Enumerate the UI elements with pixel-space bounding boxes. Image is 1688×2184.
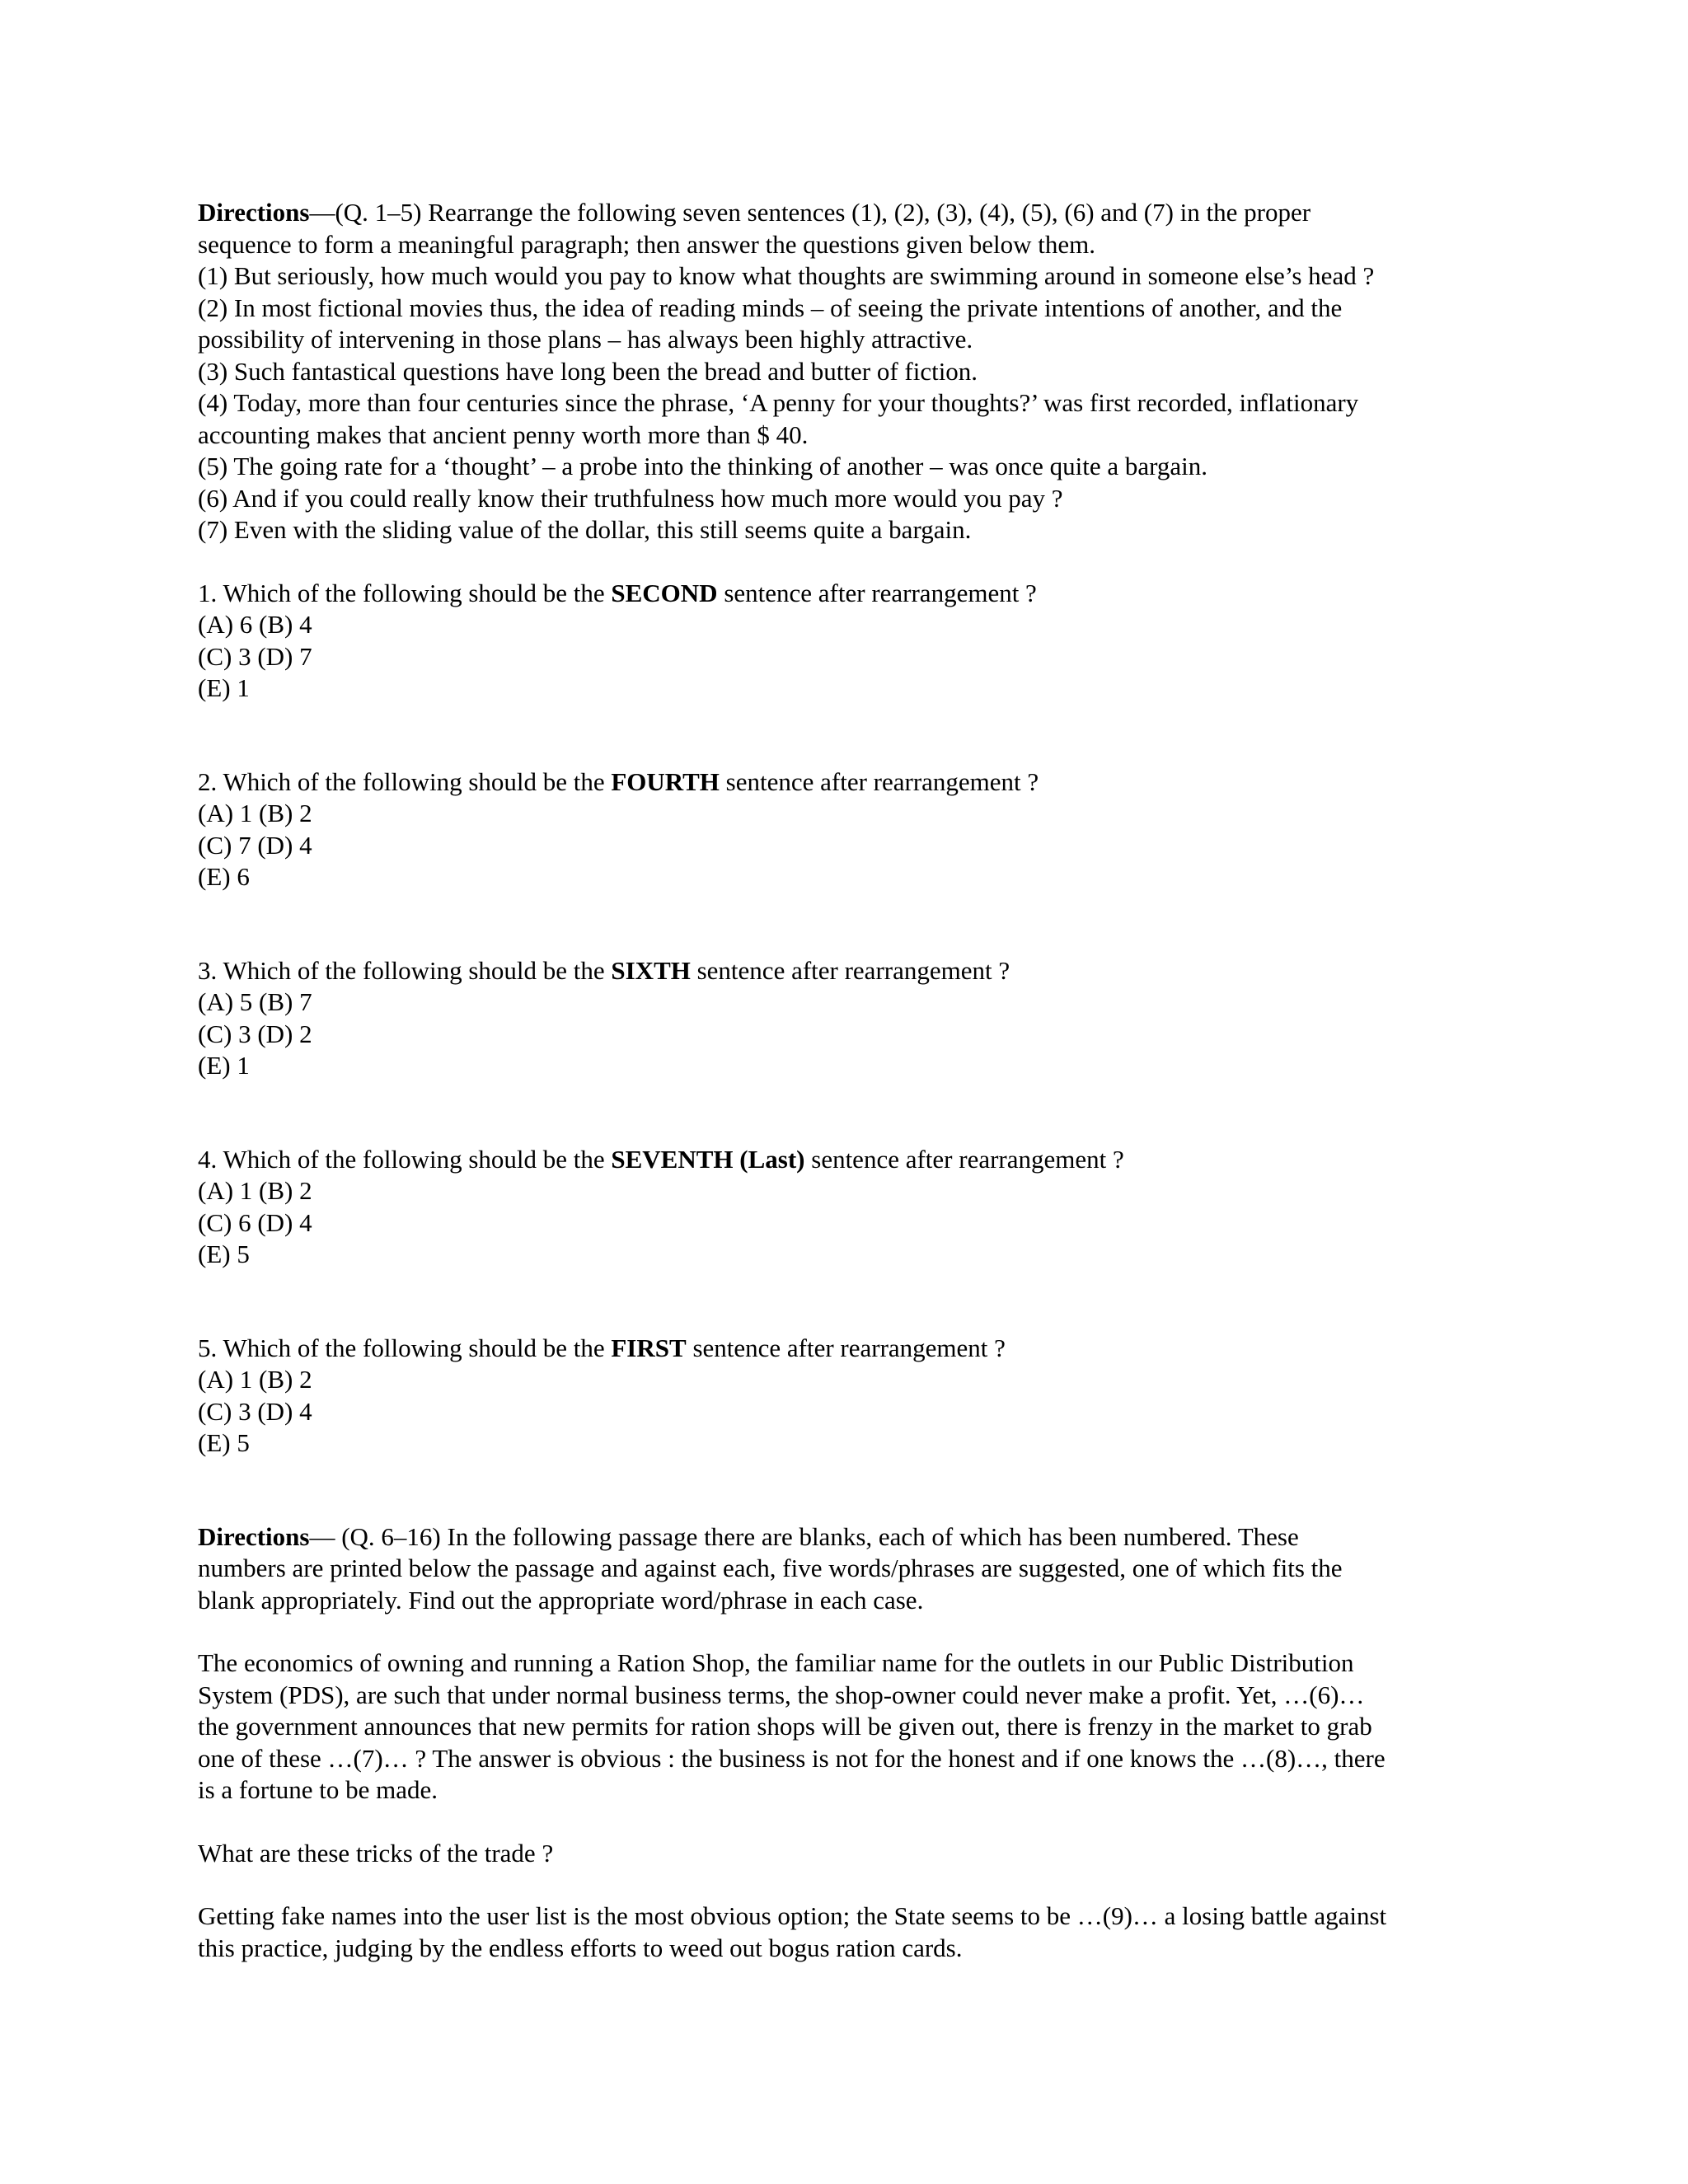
answer-options: (E) 5 [198, 1428, 250, 1457]
sentence-line: (1) But seriously, how much would you pay to know what thoughts are swimming around in someone else’s head ? [198, 261, 1375, 290]
question-3 [198, 955, 1508, 1082]
answer-options: (E) 1 [198, 1051, 250, 1080]
passage-line: is a fortune to be made. [198, 1775, 438, 1804]
question-text: 2. Which of the following should be the FOURTH sentence after rearrangement ? [198, 766, 1039, 796]
sentence-line: (4) Today, more than four centuries since the phrase, ‘A penny for your thoughts?’ was first recorded, inflationary [198, 388, 1359, 417]
directions-line: Directions—(Q. 1–5) Rearrange the following seven sentences (1), (2), (3), (4), (5), (6) and (7) in the proper [198, 198, 1311, 227]
question-keyword: FIRST [611, 1333, 687, 1362]
answer-options: (C) 3 (D) 4 [198, 1396, 312, 1426]
sentence-line: (7) Even with the sliding value of the dollar, this still seems quite a bargain. [198, 515, 972, 544]
passage-line: The economics of owning and running a Ration Shop, the familiar name for the outlets in our Public Distribution [198, 1648, 1354, 1677]
directions-line: numbers are printed below the passage and against each, five words/phrases are suggested, one of which fits the [198, 1554, 1343, 1582]
answer-options: (C) 7 (D) 4 [198, 830, 312, 860]
question-keyword: SECOND [611, 578, 718, 607]
directions-label: Directions [198, 1521, 310, 1551]
answer-options: (C) 3 (D) 7 [198, 641, 312, 671]
question-text: 3. Which of the following should be the SIXTH sentence after rearrangement ? [198, 955, 1010, 985]
document-page [198, 197, 1508, 1964]
question-keyword: SEVENTH (Last) [611, 1144, 805, 1174]
passage-line: this practice, judging by the endless efforts to weed out bogus ration cards. [198, 1933, 963, 1962]
answer-options: (E) 1 [198, 673, 250, 702]
sentence-line: (2) In most fictional movies thus, the idea of reading minds – of seeing the private intentions of another, and the [198, 293, 1343, 322]
sentence-line: accounting makes that ancient penny worth more than $ 40. [198, 419, 809, 449]
directions-line: blank appropriately. Find out the appropriate word/phrase in each case. [198, 1585, 924, 1615]
sentence-line: possibility of intervening in those plans – has always been highly attractive. [198, 325, 973, 354]
question-text: 4. Which of the following should be the SEVENTH (Last) sentence after rearrangement ? [198, 1144, 1124, 1174]
answer-options: (C) 6 (D) 4 [198, 1207, 312, 1237]
passage-paragraph [198, 1838, 1508, 1870]
section2-directions [198, 1521, 1508, 1617]
question-4 [198, 1144, 1508, 1271]
answer-options: (C) 3 (D) 2 [198, 1019, 312, 1048]
answer-options: (E) 6 [198, 862, 250, 891]
directions-line: sequence to form a meaningful paragraph; then answer the questions given below them. [198, 229, 1095, 259]
answer-options: (A) 1 (B) 2 [198, 799, 312, 827]
question-text: 5. Which of the following should be the FIRST sentence after rearrangement ? [198, 1333, 1006, 1362]
directions-label: Directions [198, 198, 310, 227]
answer-options: (A) 1 (B) 2 [198, 1365, 312, 1394]
section1-directions [198, 197, 1508, 260]
question-keyword: FOURTH [611, 766, 720, 796]
answer-options: (A) 6 (B) 4 [198, 610, 312, 639]
sentence-line: (5) The going rate for a ‘thought’ – a probe into the thinking of another – was once quite a bargain. [198, 452, 1207, 480]
passage-line: one of these …(7)… ? The answer is obvious : the business is not for the honest and if one knows the …(8)…, there [198, 1743, 1386, 1773]
question-2 [198, 766, 1508, 893]
question-5 [198, 1333, 1508, 1460]
sentence-line: (3) Such fantastical questions have long been the bread and butter of fiction. [198, 356, 978, 386]
passage-line: Getting fake names into the user list is the most obvious option; the State seems to be …(9)… a losing battle against [198, 1901, 1387, 1930]
directions-line: Directions— (Q. 6–16) In the following passage there are blanks, each of which has been numbered. These [198, 1521, 1299, 1551]
answer-options: (A) 5 (B) 7 [198, 987, 312, 1016]
passage-line: the government announces that new permits for ration shops will be given out, there is frenzy in the market to grab [198, 1712, 1372, 1741]
passage-line: System (PDS), are such that under normal business terms, the shop-owner could never make a profit. Yet, …(6)… [198, 1680, 1365, 1709]
sentence-line: (6) And if you could really know their truthfulness how much more would you pay ? [198, 483, 1063, 513]
question-keyword: SIXTH [611, 955, 691, 985]
passage-paragraph [198, 1647, 1508, 1807]
question-1 [198, 578, 1508, 705]
answer-options: (E) 5 [198, 1240, 250, 1268]
answer-options: (A) 1 (B) 2 [198, 1176, 312, 1205]
passage-line: What are these tricks of the trade ? [198, 1838, 554, 1868]
sentence-list [198, 260, 1508, 546]
passage-paragraph [198, 1900, 1508, 1964]
question-text: 1. Which of the following should be the SECOND sentence after rearrangement ? [198, 578, 1037, 607]
